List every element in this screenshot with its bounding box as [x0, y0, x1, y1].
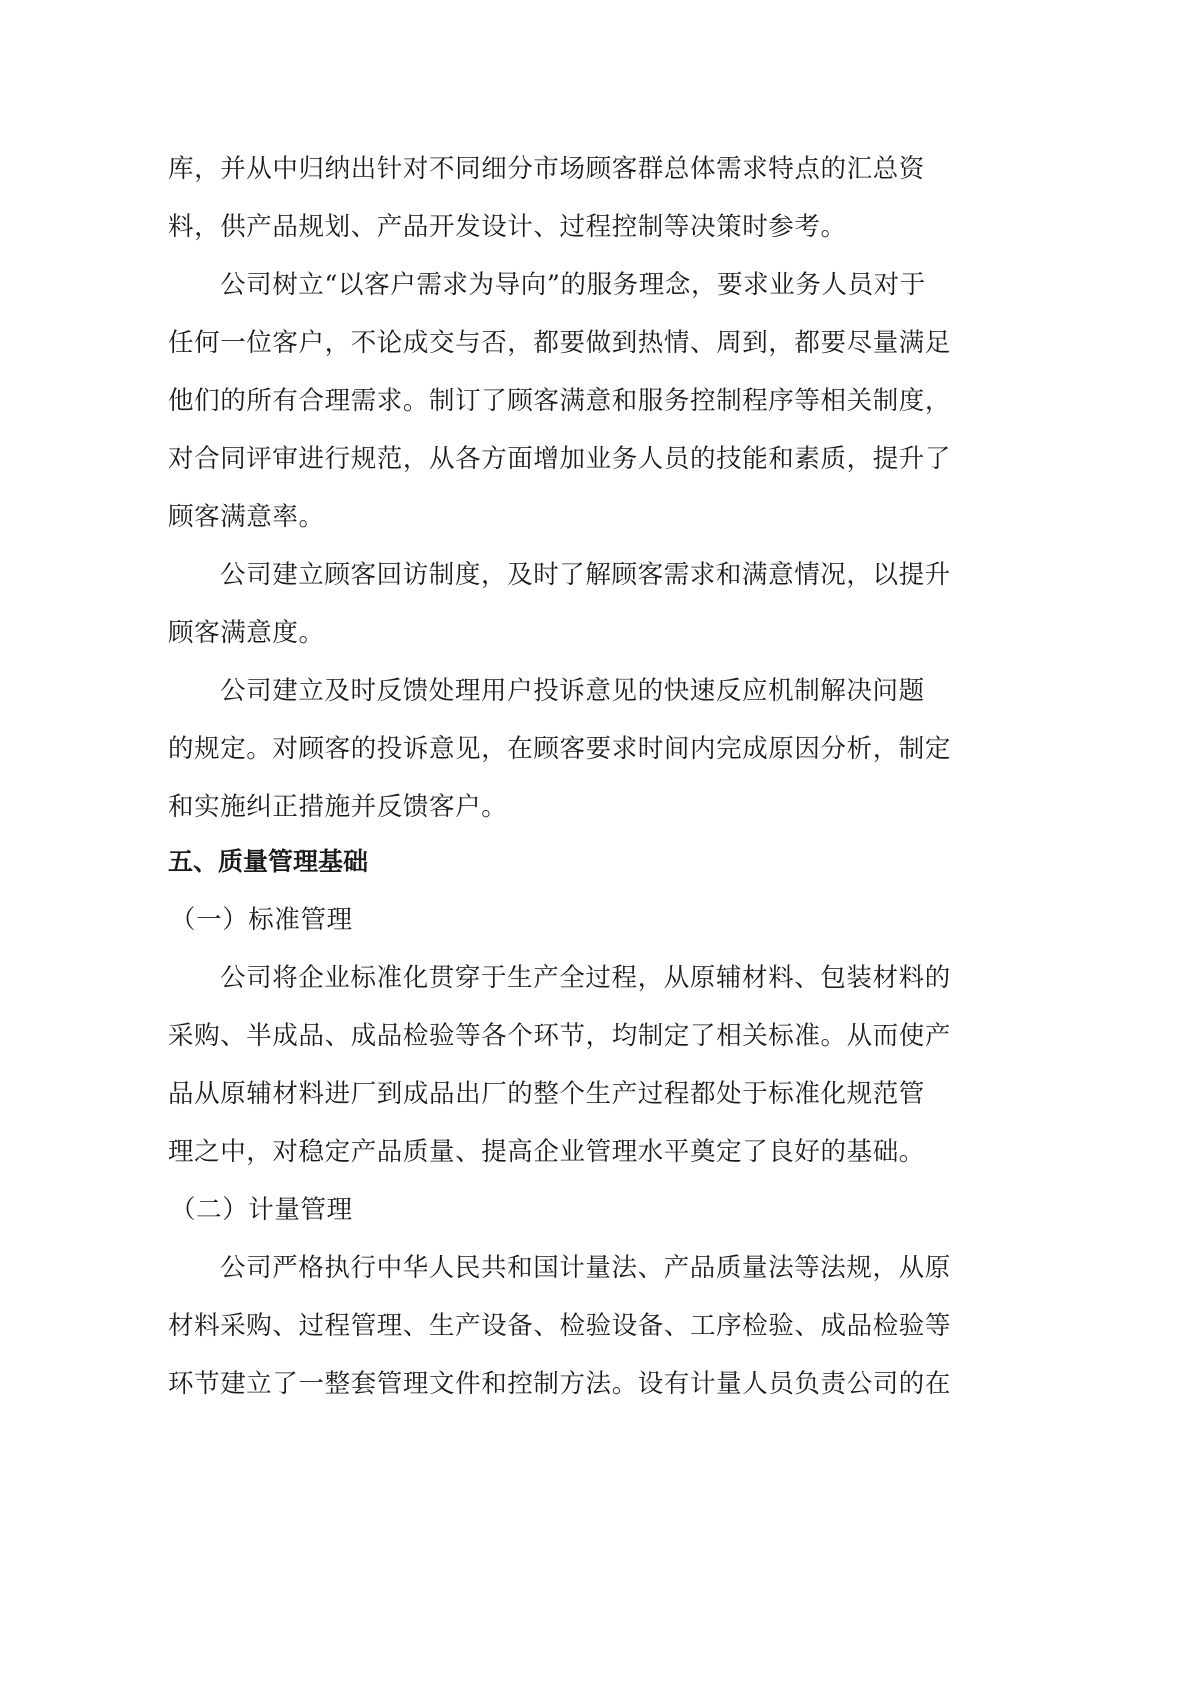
paragraph-line: 公司严格执行中华人民共和国计量法、产品质量法等法规，从原: [220, 1253, 951, 1283]
paragraph-line: 品从原辅材料进厂到成品出厂的整个生产过程都处于标准化规范管: [168, 1079, 925, 1109]
subsection-heading: （一）标准管理: [170, 905, 353, 935]
subsection-heading: （二）计量管理: [170, 1195, 353, 1225]
paragraph-line: 采购、半成品、成品检验等各个环节，均制定了相关标准。从而使产: [168, 1021, 952, 1051]
paragraph-line: 料，供产品规划、产品开发设计、过程控制等决策时参考。: [168, 212, 847, 242]
paragraph-line: 材料采购、过程管理、生产设备、检验设备、工序检验、成品检验等: [168, 1311, 952, 1341]
paragraph-line: 理之中，对稳定产品质量、提高企业管理水平奠定了良好的基础。: [168, 1137, 925, 1167]
paragraph-line: 公司建立顾客回访制度，及时了解顾客需求和满意情况，以提升: [220, 560, 951, 590]
paragraph-line: 对合同评审进行规范，从各方面增加业务人员的技能和素质，提升了: [168, 444, 952, 474]
paragraph-line: 公司树立“以客户需求为导向”的服务理念，要求业务人员对于: [220, 270, 926, 300]
paragraph-line: 顾客满意度。: [168, 618, 325, 648]
paragraph-line: 公司将企业标准化贯穿于生产全过程，从原辅材料、包装材料的: [220, 963, 951, 993]
paragraph-line: 的规定。对顾客的投诉意见，在顾客要求时间内完成原因分析，制定: [168, 734, 952, 764]
paragraph-line: 顾客满意率。: [168, 502, 325, 532]
paragraph-line: 公司建立及时反馈处理用户投诉意见的快速反应机制解决问题: [220, 676, 925, 706]
section-heading: 五、质量管理基础: [168, 847, 369, 876]
paragraph-line: 库，并从中归纳出针对不同细分市场顾客群总体需求特点的汇总资: [168, 154, 925, 184]
paragraph-line: 他们的所有合理需求。制订了顾客满意和服务控制程序等相关制度，: [168, 386, 952, 416]
paragraph-line: 环节建立了一整套管理文件和控制方法。设有计量人员负责公司的在: [168, 1369, 952, 1399]
paragraph-line: 和实施纠正措施并反馈客户。: [168, 792, 508, 822]
paragraph-line: 任何一位客户，不论成交与否，都要做到热情、周到，都要尽量满足: [168, 328, 952, 358]
